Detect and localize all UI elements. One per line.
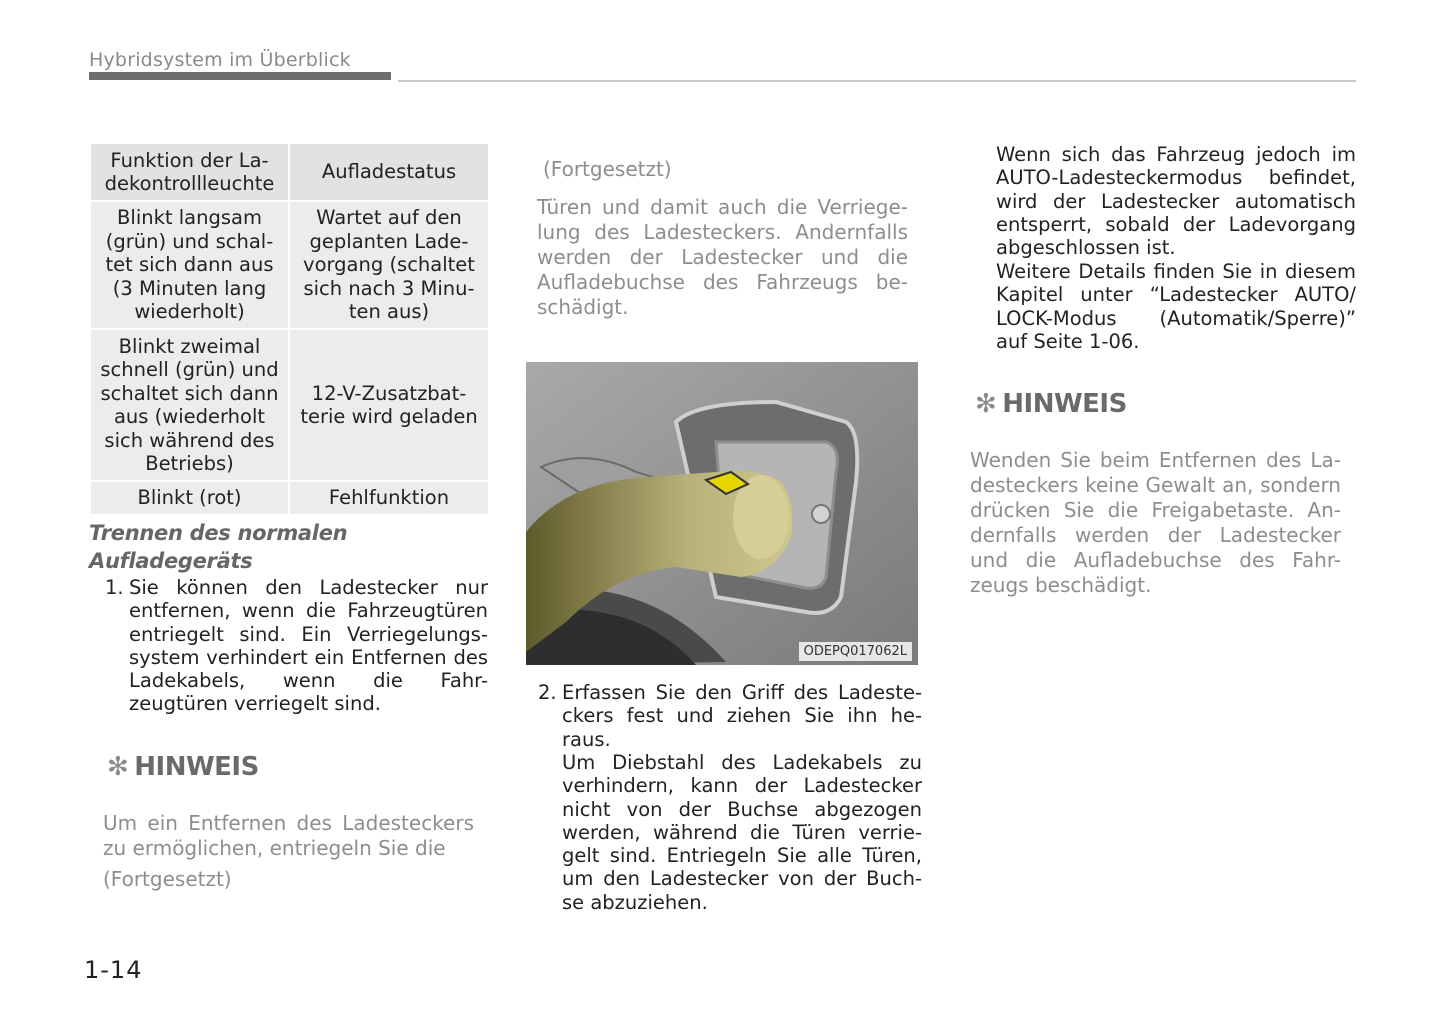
running-header: Hybridsystem im Überblick: [89, 49, 351, 71]
note-heading: [975, 389, 1127, 419]
step-1: [105, 576, 488, 716]
table-cell-status: 12-V-Zusatzbat- terie wird geladen: [289, 329, 489, 481]
note-title: HINWEIS: [1002, 389, 1127, 419]
connector-illustration: [526, 362, 918, 665]
table-cell-function: Blinkt zweimal schnell (grün) und schaltet sich dann aus (wiederholt sich während des Betriebs): [90, 329, 289, 481]
table-row: [90, 329, 489, 481]
step-2-detail: Um Diebstahl des Ladekabels zu verhindern, kann der Ladestecker nicht von der Buchse abgezogen werden, während die Türen verrie-gelt sind. Entriegeln Sie alle Türen, um den Ladestecker von der Buch-se abzuziehen.: [562, 751, 922, 914]
page-number: 1-14: [84, 956, 143, 984]
table-row: [90, 201, 489, 329]
note-continuation-text: Türen und damit auch die Verriege-lung des Ladesteckers. Andernfalls werden der Ladestecker und die Aufladebuchse des Fahrzeugs be-schädigt.: [537, 195, 908, 319]
charge-status-table: [89, 142, 490, 516]
asterisk-icon: ✻: [975, 389, 997, 419]
auto-mode-paragraph: Wenn sich das Fahrzeug jedoch im AUTO-Ladesteckermodus befindet, wird der Ladestecker automatisch entsperrt, sobald der Ladevorgang abgeschlossen ist.: [996, 143, 1356, 260]
charging-connector-photo: [526, 362, 918, 665]
table-row: [90, 481, 489, 515]
asterisk-icon: ✻: [107, 752, 129, 782]
note-text: Um ein Entfernen des Ladesteckers zu ermöglichen, entriegeln Sie die: [103, 811, 474, 860]
table-header-status: Aufladestatus: [289, 143, 489, 201]
continued-label: (Fortgesetzt): [103, 867, 232, 891]
figure-code: ODEPQ017062L: [799, 642, 912, 661]
step-2: [538, 681, 922, 751]
table-header-row: [90, 143, 489, 201]
note-text: Wenden Sie beim Entfernen des La-desteckers keine Gewalt an, sondern drücken Sie die Freigabetaste. An-dernfalls werden der Ladestecker und die Aufladebuchse des Fahr-zeugs beschädigt.: [970, 448, 1341, 597]
note-heading: [107, 752, 259, 782]
header-rule-dark: [89, 72, 391, 80]
section-heading: Trennen des normalen Aufladegeräts: [89, 521, 348, 573]
table-cell-function: Blinkt (rot): [90, 481, 289, 515]
continued-label: (Fortgesetzt): [543, 157, 672, 181]
step-2-number: 2.: [538, 681, 557, 704]
table-header-function: Funktion der La- dekontrollleuchte: [90, 143, 289, 201]
step-1-text: Sie können den Ladestecker nur entfernen, wenn die Fahrzeugtüren entriegelt sind. Ein Verriegelungs-system verhindert ein Entfernen des Ladekabels, wenn die Fahr-zeugtüren verriegelt sind.: [129, 576, 488, 716]
table-cell-function: Blinkt langsam (grün) und schal- tet sich dann aus (3 Minuten lang wiederholt): [90, 201, 289, 329]
table-cell-status: Wartet auf den geplanten Lade- vorgang (schaltet sich nach 3 Minu- ten aus): [289, 201, 489, 329]
note-title: HINWEIS: [134, 752, 259, 782]
details-paragraph: Weitere Details finden Sie in diesem Kapitel unter “Ladestecker AUTO/ LOCK-Modus (Automatik/Sperre)” auf Seite 1-06.: [996, 260, 1356, 353]
header-rule-light: [398, 80, 1356, 82]
step-1-number: 1.: [105, 576, 124, 599]
step-2-text: Erfassen Sie den Griff des Ladeste-ckers fest und ziehen Sie ihn he-raus.: [562, 681, 922, 751]
table-cell-status: Fehlfunktion: [289, 481, 489, 515]
